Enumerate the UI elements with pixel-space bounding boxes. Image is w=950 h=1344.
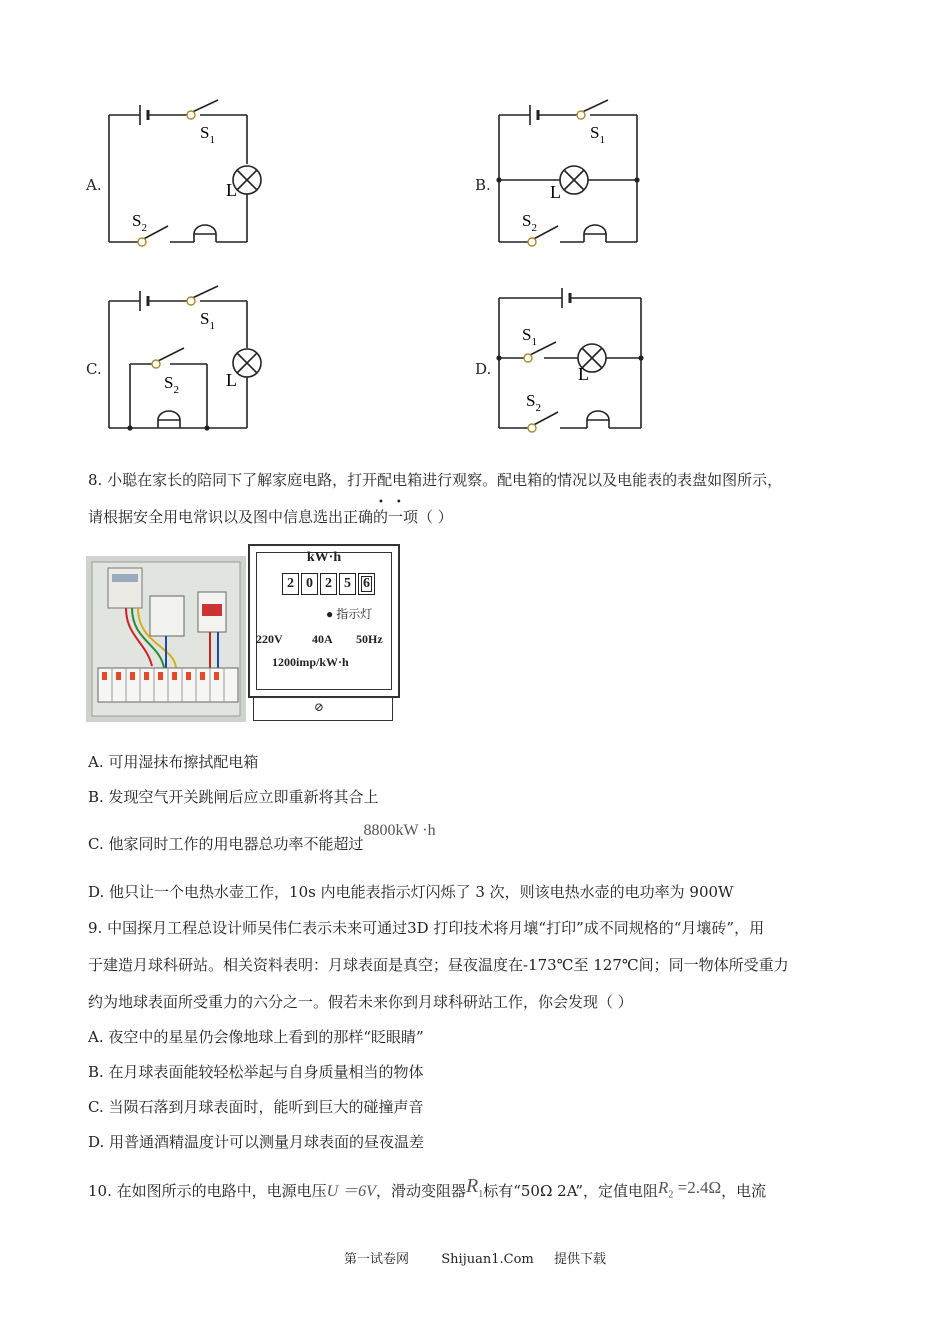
q10-r1-subscript: 1: [478, 1189, 484, 1200]
q9-option-b: B. 在月球表面能较轻松举起与自身质量相当的物体: [88, 1063, 424, 1081]
q10-r2-math: [658, 1178, 722, 1201]
option-b-letter: B.: [475, 176, 491, 194]
q8-option-c: [88, 822, 436, 855]
q8-stem-pre: 请根据安全用电常识以及图中信息选出: [88, 508, 344, 526]
option-a-letter: A.: [86, 176, 102, 194]
q10-voltage-math: U ＝6V: [326, 1183, 376, 1200]
q8-option-a: A. 可用湿抹布擦拭配电箱: [88, 753, 259, 771]
meter-digit: 5: [339, 573, 356, 595]
meter-screw-icon: ⊘: [314, 700, 325, 714]
q8-option-c-math: 8800kW ·h: [363, 822, 436, 839]
distribution-box-photo: [86, 556, 246, 722]
q8-option-b: B. 发现空气开关跳闸后应立即重新将其合上: [88, 788, 379, 806]
q10-part2: ，滑动变阻器: [375, 1182, 466, 1200]
meter-digit: 0: [301, 573, 318, 595]
lamp-label: L: [550, 182, 561, 202]
page-footer: [0, 1248, 950, 1267]
meter-digits: [282, 572, 377, 595]
q8-option-c-text: C. 他家同时工作的用电器总功率不能超过: [88, 835, 364, 853]
q9-stem-line2: 于建造月球科研站。相关资料表明：月球表面是真空；昼夜温度在-173℃至 127℃间；同一物体所受重力: [88, 956, 789, 974]
s2-label: $S_2$: [132, 211, 147, 234]
q10-r1-math: [465, 1175, 484, 1200]
circuit-diagram-a: [100, 92, 280, 252]
q9-stem-line3: 约为地球表面所受重力的六分之一。假若未来你到月球科研站工作，你会发现（ ）: [88, 993, 633, 1011]
q9-option-d: D. 用普通酒精温度计可以测量月球表面的昼夜温差: [88, 1133, 425, 1151]
q8-emphasis: 正确: [343, 508, 374, 526]
circuit-diagram-d: [490, 278, 670, 438]
footer-provide-download: 提供下载: [554, 1252, 607, 1267]
lamp-label: L: [578, 364, 589, 384]
meter-digit: 2: [320, 573, 337, 595]
q10-r2-symbol: R: [658, 1178, 669, 1197]
s1-label: $S_1$: [522, 325, 537, 348]
option-c-letter: C.: [86, 360, 102, 378]
q8-option-d: D. 他只让一个电热水壶工作，10s 内电能表指示灯闪烁了 3 次，则该电热水壶的电功率为 900W: [88, 883, 734, 901]
s2-label: $S_2$: [164, 373, 179, 396]
emphasis-dots: ••: [378, 497, 414, 508]
meter-digit-decimal: 6: [358, 573, 375, 595]
circuit-diagram-b: [490, 92, 670, 252]
meter-voltage: 220V: [256, 632, 283, 646]
meter-unit: kW·h: [306, 550, 342, 565]
q9-stem-line1: 9. 中国探月工程总设计师吴伟仁表示未来可通过3D 打印技术将月壤“打印”成不同规格的“月壤砖”，用: [88, 919, 765, 937]
meter-current: 40A: [312, 632, 333, 646]
s1-label: $S_1$: [200, 309, 215, 332]
q10-r1-symbol: R: [465, 1175, 479, 1197]
q8-stem-line2: [88, 507, 453, 527]
s2-label: $S_2$: [522, 211, 537, 234]
meter-digit: 2: [282, 573, 299, 595]
option-d-letter: D.: [475, 360, 492, 378]
q9-option-a: A. 夜空中的星星仍会像地球上看到的那样“眨眼睛”: [88, 1028, 424, 1046]
q10-part4: ，电流: [721, 1182, 767, 1200]
energy-meter-face: [248, 544, 400, 698]
q10-stem-line1: [88, 1175, 767, 1209]
meter-impulse-constant: 1200imp/kW·h: [272, 655, 349, 669]
circuit-diagram-c: [100, 278, 280, 438]
s1-label: $S_1$: [200, 123, 215, 146]
meter-frequency: 50Hz: [356, 632, 383, 646]
q8-stem-line1: 8. 小聪在家长的陪同下了解家庭电路，打开配电箱进行观察。配电箱的情况以及电能表的表盘如图所示，: [88, 471, 783, 489]
q10-part1: 10. 在如图所示的电路中，电源电压: [88, 1182, 327, 1200]
lamp-label: L: [226, 370, 237, 390]
s1-label: $S_1$: [590, 123, 605, 146]
q10-r2-value: =2.4Ω: [673, 1178, 722, 1197]
s2-label: $S_2$: [526, 391, 541, 414]
q10-r2-subscript: 2: [668, 1189, 674, 1201]
meter-indicator-light: ● 指示灯: [326, 607, 373, 621]
footer-site-url: Shijuan1.Com: [441, 1252, 534, 1267]
lamp-label: L: [226, 180, 237, 200]
q10-part3: 标有“50Ω 2A”，定值电阻: [483, 1182, 659, 1200]
q8-stem-post: 的一项（ ）: [373, 508, 453, 526]
q9-option-c: C. 当陨石落到月球表面时，能听到巨大的碰撞声音: [88, 1098, 424, 1116]
footer-site-name: 第一试卷网: [343, 1252, 409, 1267]
